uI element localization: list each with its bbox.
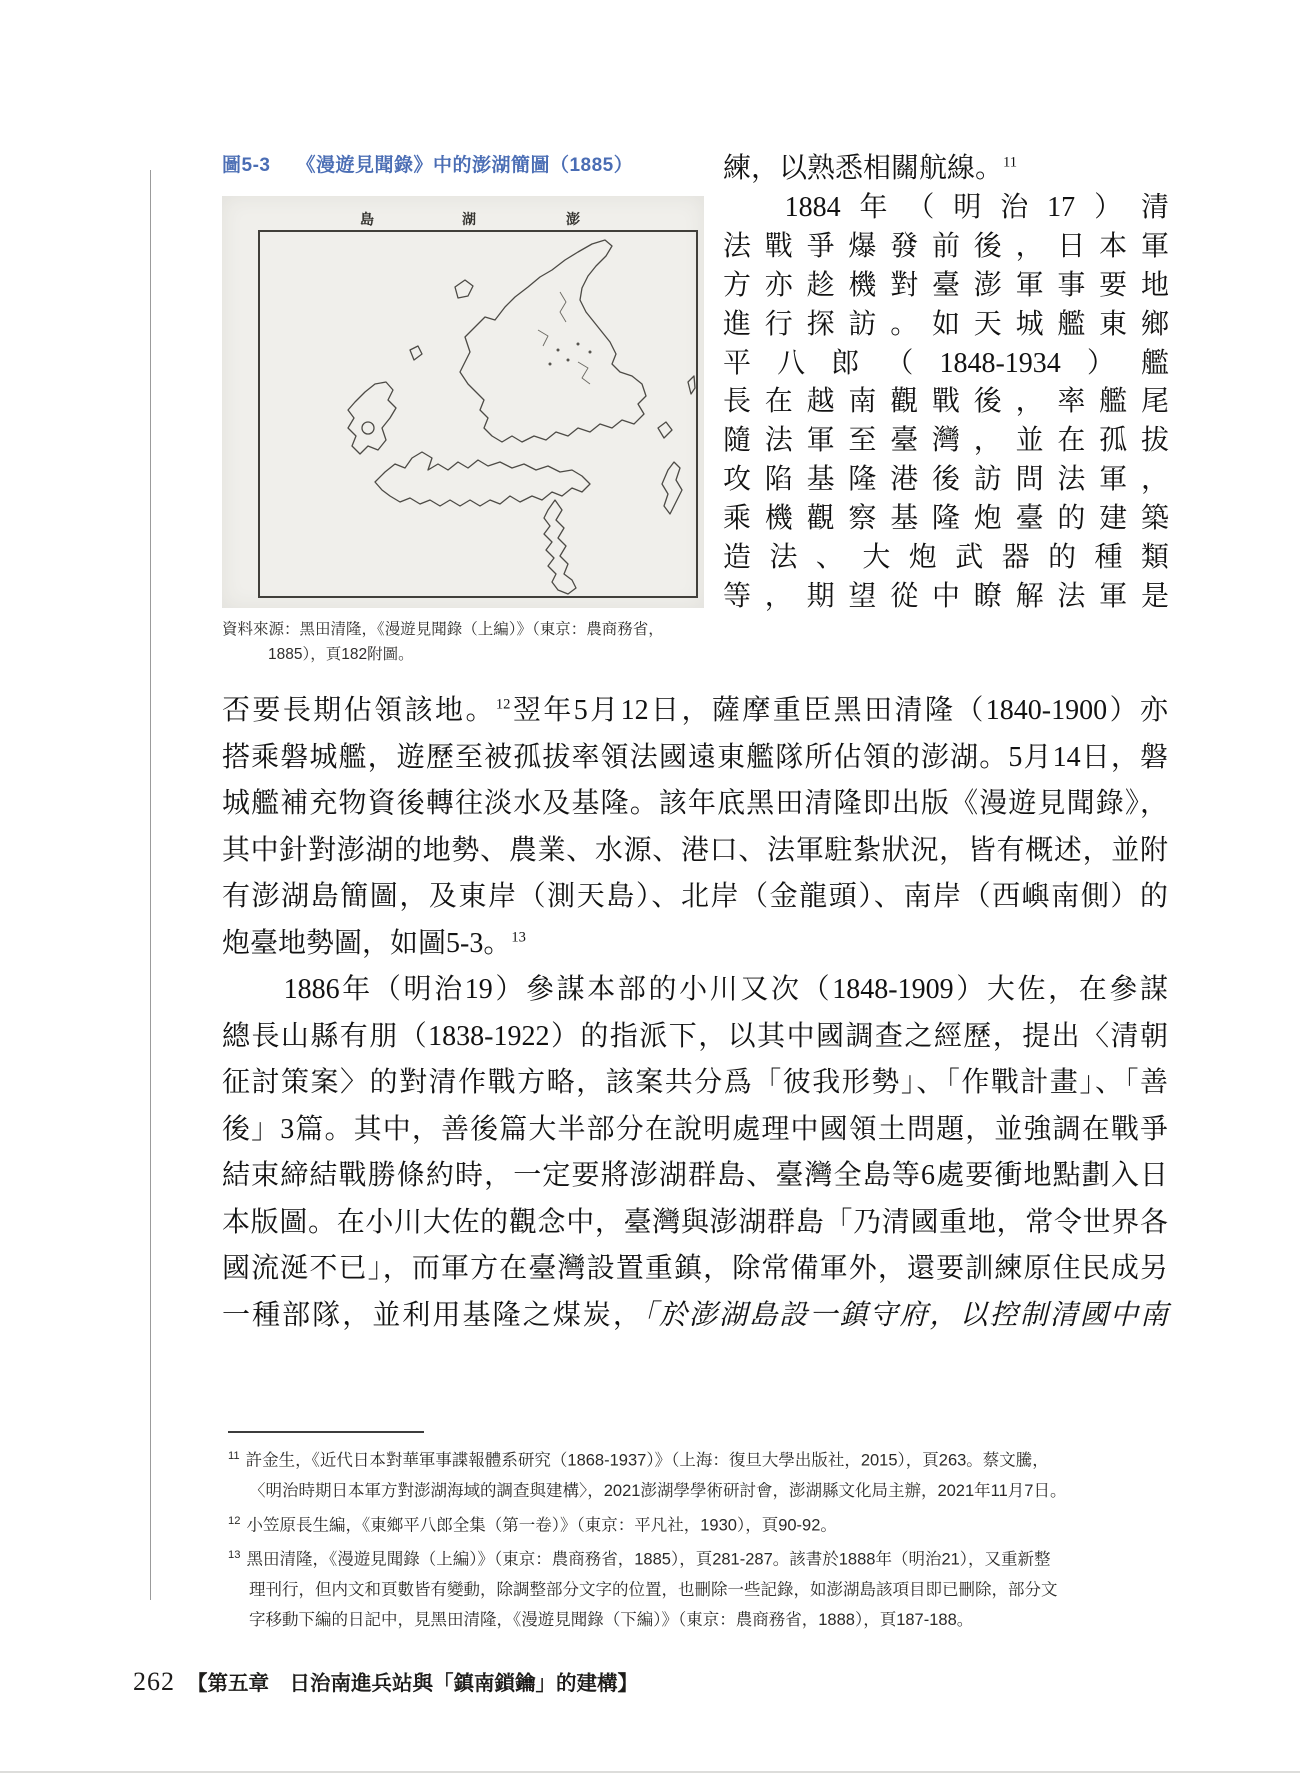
- text-line: [222, 1293, 1168, 1340]
- footnote-text: 字移動下編的日記中，見黑田清隆，《漫遊見聞錄（下編）》（東京：農商務省，1888），頁187-188。: [249, 1610, 974, 1629]
- footnote-text: 小笠原長生編，《東鄉平八郎全集（第一卷）》（東京：平凡社，1930），頁90-92。: [246, 1516, 837, 1534]
- figure-source-line1: 資料來源：黑田清隆，《漫遊見聞錄（上編）》（東京：農商務省，: [222, 621, 664, 638]
- footnote-separator: [228, 1431, 424, 1433]
- text-segment: 平八郎（1848-1934）艦: [723, 347, 1169, 379]
- footnote-text: 理刊行，但内文和頁數皆有變動，除調整部分文字的位置，也刪除一些記錄，如澎湖島該項目即已刪除，部分文: [249, 1580, 1058, 1599]
- figure-caption-title: 《漫遊見聞錄》中的澎湖簡圖（1885）: [296, 155, 634, 176]
- text-segment: 城艦補充物資後轉往淡水及基隆。該年底黑田清隆即出版《漫遊見聞錄》，: [222, 788, 1168, 819]
- text-line: [723, 228, 1169, 267]
- text-line: [723, 189, 1169, 228]
- figure-caption: [222, 150, 722, 177]
- text-line: [222, 735, 1168, 782]
- footnote-continuation: [228, 1476, 1178, 1506]
- text-segment: 翌年5月12日，薩摩重臣黑田清隆（1840-1900）亦: [510, 695, 1168, 726]
- text-line: [222, 1014, 1168, 1061]
- text-segment: 1886年（明治19）參謀本部的小川又次（1848-1909）大佐，在參謀: [283, 974, 1168, 1005]
- text-line: [723, 500, 1169, 539]
- text-line: [723, 578, 1169, 617]
- text-line: [222, 828, 1168, 875]
- text-line: [222, 874, 1168, 921]
- text-segment: 征討策案〉的對清作戰方略，該案共分爲「彼我形勢」、「作戰計畫」、「善: [222, 1067, 1168, 1098]
- text-line: [222, 1246, 1168, 1293]
- text-segment: 否要長期佔領該地。: [222, 695, 496, 726]
- footnote: [228, 1506, 1178, 1541]
- footnote-continuation: [228, 1575, 1178, 1605]
- footnote-reference: 13: [511, 929, 526, 946]
- text-line: [723, 422, 1169, 461]
- text-line: [723, 150, 1169, 189]
- text-line: [723, 383, 1169, 422]
- text-segment: 一種部隊，並利用基隆之煤炭，: [222, 1299, 643, 1331]
- footnote-text: 黑田清隆，《漫遊見聞錄（上編）》（東京：農商務省，1885），頁281-287。該書於1888年（明治21），又重新整: [246, 1550, 1051, 1569]
- text-segment: 本版圖。在小川大佐的觀念中，臺灣與澎湖群島「乃清國重地，常令世界各: [222, 1206, 1168, 1238]
- page-number: 262: [133, 1667, 175, 1696]
- text-line: [222, 921, 1168, 968]
- text-line: [222, 688, 1168, 735]
- text-line: [222, 781, 1168, 828]
- footnote-number: 11: [228, 1450, 240, 1462]
- figure-source-note: [222, 617, 722, 667]
- body-text-right-column: [723, 150, 1169, 617]
- text-segment: 法戰爭爆發前後，日本軍: [723, 230, 1169, 262]
- map-title-char: 島: [360, 213, 374, 228]
- text-segment: 1884年（明治17）清: [784, 191, 1169, 223]
- text-segment: 方亦趁機對臺澎軍事要地: [723, 269, 1169, 301]
- footnote-text: 〈明治時期日本軍方對澎湖海域的調查與建構〉，2021澎湖學學術研討會，澎湖縣文化局主辦，2021年11月7日。: [249, 1481, 1067, 1500]
- footnote: [228, 1540, 1178, 1575]
- text-segment: 炮臺地勢圖，如圖5-3。: [222, 927, 512, 959]
- map-title-char: 澎: [566, 213, 580, 228]
- text-segment: 隨法軍至臺灣，並在孤拔: [723, 425, 1169, 457]
- figure-caption-label: 圖5-3: [222, 155, 271, 176]
- footnote-continuation: [228, 1605, 1178, 1635]
- figure-map-scan: [222, 196, 704, 608]
- text-line: [723, 267, 1169, 306]
- text-line: [222, 1060, 1168, 1107]
- page-footer: [133, 1666, 638, 1697]
- text-line: [723, 539, 1169, 578]
- footnote: [228, 1441, 1178, 1476]
- text-line: [222, 1200, 1168, 1247]
- text-segment: 進行探訪。如天城艦東鄉: [723, 308, 1169, 340]
- text-segment: 等，期望從中瞭解法軍是: [723, 580, 1169, 612]
- text-segment: 有澎湖島簡圖，及東岸（測天島）、北岸（金龍頭）、南岸（西嶼南側）的: [222, 881, 1168, 912]
- body-text-main: [222, 688, 1168, 1339]
- penghu-islands-map: [260, 232, 696, 596]
- footnote-reference: 11: [1003, 154, 1018, 171]
- map-title-char: 湖: [462, 213, 476, 228]
- text-segment: 結束締結戰勝條約時，一定要將澎湖群島、臺灣全島等6處要衝地點劃入日: [222, 1160, 1168, 1191]
- footnotes: [228, 1441, 1178, 1635]
- text-line: [723, 461, 1169, 500]
- text-line: [723, 306, 1169, 345]
- text-line: [222, 1153, 1168, 1200]
- footnote-reference: 12: [495, 696, 511, 713]
- chapter-title: 【第五章 日治南進兵站與「鎮南鎖鑰」的建構】: [187, 1673, 638, 1695]
- footnote-number: 13: [228, 1549, 241, 1561]
- text-segment: 長在越南觀戰後，率艦尾: [723, 386, 1169, 418]
- text-segment: 造法、大炮武器的種類: [723, 542, 1169, 574]
- page-scan-edge: [0, 1771, 1300, 1773]
- footnote-text: 許金生，《近代日本對華軍事諜報體系研究（1868-1937）》（上海：復旦大學出版社，2015），頁263。蔡文騰，: [245, 1451, 1049, 1470]
- text-segment: 國流涎不已」，而軍方在臺灣設置重鎮，除常備軍外，還要訓練原住民成另: [222, 1253, 1168, 1284]
- text-segment: 總長山縣有朋（1838-1922）的指派下，以其中國調查之經歷，提出〈清朝: [222, 1020, 1168, 1052]
- figure-source-line2: 1885），頁182附圖。: [268, 646, 414, 663]
- text-segment: 練，以熟悉相關航線。: [723, 153, 1004, 184]
- text-line: [222, 967, 1168, 1014]
- left-margin-rule: [150, 170, 151, 1600]
- text-line: [222, 1107, 1168, 1154]
- quoted-kai-text: 「於澎湖島設一鎮守府，以控制清國中南: [642, 1299, 1168, 1331]
- footnote-number: 12: [228, 1514, 241, 1527]
- text-segment: 乘機觀察基隆炮臺的建築: [723, 503, 1169, 535]
- text-segment: 後」3篇。其中，善後篇大半部分在說明處理中國領土問題，並強調在戰爭: [222, 1113, 1168, 1145]
- text-segment: 攻陷基隆港後訪問法軍，: [723, 464, 1169, 496]
- text-line: [723, 345, 1169, 384]
- text-segment: 其中針對澎湖的地勢、農業、水源、港口、法軍駐紮狀況，皆有概述，並附: [222, 834, 1168, 866]
- text-segment: 搭乘磐城艦，遊歷至被孤拔率領法國遠東艦隊所佔領的澎湖。5月14日，磐: [222, 741, 1168, 773]
